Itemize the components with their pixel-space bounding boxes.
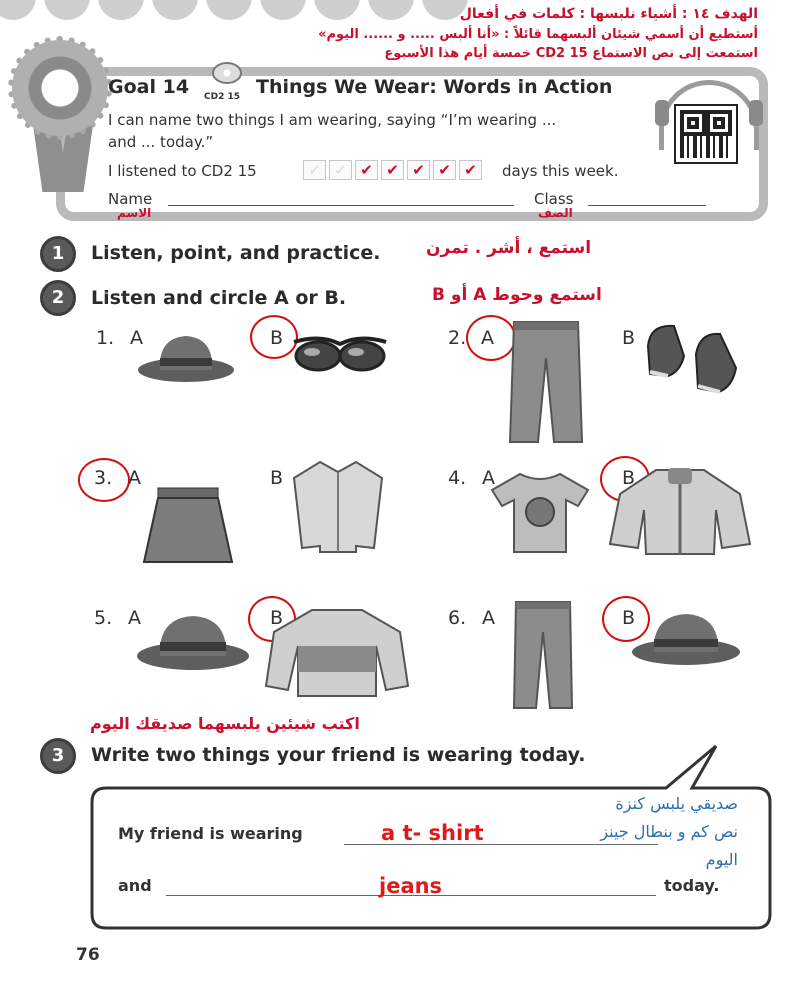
arabic-note-line1: صديقي يلبس كنزة — [615, 794, 738, 813]
item-6-option-a[interactable]: A — [482, 607, 495, 629]
item-3-number: 3. — [94, 467, 113, 489]
item-2-option-b[interactable]: B — [622, 327, 636, 349]
class-field[interactable] — [588, 205, 706, 206]
hat-icon — [134, 606, 252, 676]
name-field[interactable] — [168, 205, 514, 206]
item-1-number: 1. — [96, 327, 115, 349]
section1-instruction: Listen, point, and practice. — [91, 242, 381, 264]
arabic-header-line3: استمعت إلى نص الاستماع CD2 15 خمسة أيام هذا الأسبوع — [384, 46, 758, 61]
item-5-option-b[interactable]: B — [270, 607, 284, 629]
day-checkbox[interactable]: ✔ — [459, 160, 482, 180]
hat-icon — [136, 328, 236, 384]
item-4-option-b[interactable]: B — [622, 467, 636, 489]
day-checkbox[interactable]: ✔ — [433, 160, 456, 180]
item-5-option-a[interactable]: A — [128, 607, 141, 629]
day-checkbox[interactable]: ✔ — [381, 160, 404, 180]
section-number-3: 3 — [40, 738, 76, 774]
t-shirt-icon — [490, 470, 590, 554]
goal-rosette-icon — [12, 40, 108, 136]
item-3-option-b[interactable]: B — [270, 467, 284, 489]
day-checkbox[interactable]: ✔ — [407, 160, 430, 180]
arabic-note-line2: نص كم و بنطال جينز — [600, 822, 738, 841]
item-5-number: 5. — [94, 607, 113, 629]
hat-icon — [630, 606, 742, 670]
day-checkbox[interactable]: ✓ — [329, 160, 352, 180]
jeans-icon — [508, 318, 584, 444]
sweater-icon — [262, 606, 412, 698]
arabic-header-line1: الهدف ١٤ : أشياء نلبسها : كلمات في أفعال — [459, 6, 758, 22]
item-2-number: 2. — [448, 327, 467, 349]
arabic-header-line2: أستطيع أن أسمي شيئان ألبسهما قائلاً : «أنا ألبس ..... و ...... اليوم» — [318, 27, 758, 42]
section-number-2: 2 — [40, 280, 76, 316]
answer-1: a t- shirt — [381, 821, 484, 845]
name-label-ar: الاسم — [117, 206, 152, 220]
section1-instruction-ar: استمع ، أشر . تمرن — [426, 238, 592, 258]
class-label: Class — [534, 190, 574, 208]
today-label: today. — [664, 876, 720, 895]
day-checkbox[interactable]: ✓ — [303, 160, 326, 180]
goal-statement-line2: and ... today.” — [108, 133, 214, 151]
jeans-icon — [512, 598, 574, 710]
and-label: and — [118, 876, 152, 895]
headphone-cup-left-icon — [655, 100, 669, 126]
day-checkbox[interactable]: ✔ — [355, 160, 378, 180]
section3-instruction: Write two things your friend is wearing today. — [91, 744, 586, 766]
shirt-icon — [290, 456, 386, 556]
item-4-option-a[interactable]: A — [482, 467, 495, 489]
item-4-number: 4. — [448, 467, 467, 489]
item-6-option-b[interactable]: B — [622, 607, 636, 629]
section3-instruction-ar: اكتب شيئين يلبسهما صديقك اليوم — [90, 714, 360, 733]
qr-code-icon[interactable] — [676, 106, 736, 162]
item-1-option-b[interactable]: B — [270, 327, 284, 349]
section-number-1: 1 — [40, 236, 76, 272]
cd-icon — [212, 62, 242, 84]
listening-checklist — [303, 160, 482, 180]
jacket-icon — [606, 464, 754, 556]
answer-2: jeans — [379, 874, 443, 898]
cd-label: CD2 15 — [204, 92, 240, 102]
item-3-option-a[interactable]: A — [128, 467, 141, 489]
listened-suffix: days this week. — [502, 162, 619, 180]
headphone-cup-right-icon — [749, 100, 763, 126]
goal-number: Goal 14 — [108, 76, 190, 98]
sunglasses-icon — [290, 332, 390, 378]
class-label-ar: الصف — [538, 206, 573, 220]
section2-instruction-ar: استمع وحوط A أو B — [432, 285, 602, 305]
item-1-option-a[interactable]: A — [130, 327, 143, 349]
item-2-option-a[interactable]: A — [481, 327, 494, 349]
name-label: Name — [108, 190, 153, 208]
skirt-icon — [140, 484, 236, 566]
item-6-number: 6. — [448, 607, 467, 629]
sneakers-icon — [640, 316, 744, 396]
sentence-prefix: My friend is wearing — [118, 824, 303, 843]
section2-instruction: Listen and circle A or B. — [91, 287, 347, 309]
goal-title: Things We Wear: Words in Action — [256, 76, 613, 98]
arabic-note-line3: اليوم — [705, 850, 738, 869]
page-number: 76 — [76, 945, 100, 965]
goal-statement-line1: I can name two things I am wearing, saying “I’m wearing ... — [108, 111, 557, 129]
listened-prefix: I listened to CD2 15 — [108, 162, 257, 180]
